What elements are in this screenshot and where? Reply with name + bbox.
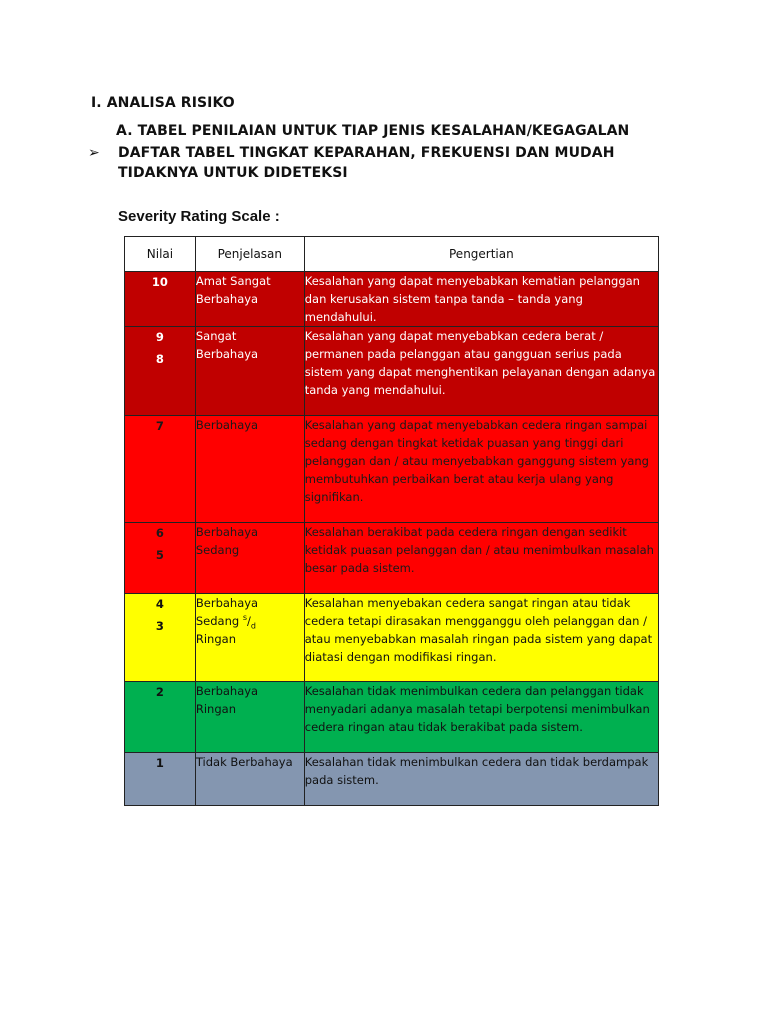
nilai-value: 6: [155, 526, 164, 540]
pengertian-cell: Kesalahan tidak menimbulkan cedera dan tidak berdampak pada sistem.: [304, 753, 658, 806]
header-pengertian: Pengertian: [304, 237, 658, 272]
nilai-value: 10: [151, 275, 168, 289]
penjelasan-line: Berbahaya: [195, 292, 259, 306]
penjelasan-line: Ringan: [195, 632, 236, 646]
nilai-cell: [125, 594, 196, 682]
nilai-cell: [125, 416, 196, 523]
pengertian-cell: Kesalahan yang dapat menyebabkan kematian pelanggan dan kerusakan sistem tanpa tanda – tanda yang mendahului.: [304, 272, 658, 327]
penjelasan-line: Berbahaya: [195, 525, 259, 539]
severity-rating-table: [124, 236, 659, 806]
table-row: [125, 416, 659, 523]
penjelasan-line: Amat Sangat: [195, 274, 271, 288]
penjelasan-word: Sedang: [195, 614, 240, 628]
bullet-arrow-icon: ➢: [88, 145, 100, 161]
pengertian-cell: Kesalahan tidak menimbulkan cedera dan pelanggan tidak menyadari adanya masalah tetapi berpotensi menimbulkan cedera ringan atau tidak berakibat pada sistem.: [304, 682, 658, 753]
bullet-heading-line1: DAFTAR TABEL TINGKAT KEPARAHAN, FREKUENSI DAN MUDAH: [118, 145, 615, 161]
nilai-value: 2: [155, 685, 164, 699]
nilai-cell: [125, 272, 196, 327]
table-row: [125, 682, 659, 753]
penjelasan-line: Tidak Berbahaya: [195, 755, 293, 769]
nilai-cell: [125, 327, 196, 416]
nilai-value: 3: [155, 619, 164, 633]
penjelasan-slash: /: [247, 614, 251, 628]
penjelasan-line: Berbahaya: [195, 418, 259, 432]
nilai-cell: [125, 753, 196, 806]
table-row: [125, 753, 659, 806]
table-row: [125, 594, 659, 682]
subsection-heading: A. TABEL PENILAIAN UNTUK TIAP JENIS KESALAHAN/KEGAGALAN: [116, 123, 630, 139]
table-row: [125, 327, 659, 416]
penjelasan-line: Sangat: [195, 329, 237, 343]
penjelasan-line: Berbahaya: [195, 347, 259, 361]
nilai-value: 4: [155, 597, 164, 611]
nilai-value: 7: [155, 419, 164, 433]
pengertian-cell: Kesalahan yang dapat menyebabkan cedera berat / permanen pada pelanggan atau gangguan serius pada sistem yang dapat menghentikan pelayanan dengan adanya tanda yang mendahului.: [304, 327, 658, 416]
penjelasan-cell: [195, 327, 304, 416]
penjelasan-cell: [195, 523, 304, 594]
table-row: [125, 272, 659, 327]
bullet-heading-line2: TIDAKNYA UNTUK DIDETEKSI: [118, 165, 348, 181]
pengertian-cell: Kesalahan berakibat pada cedera ringan dengan sedikit ketidak puasan pelanggan dan / atau menimbulkan masalah besar pada sistem.: [304, 523, 658, 594]
nilai-cell: [125, 682, 196, 753]
penjelasan-line: Sedang: [195, 543, 240, 557]
penjelasan-line: Berbahaya: [195, 596, 259, 610]
penjelasan-line: Berbahaya: [195, 684, 259, 698]
header-nilai: Nilai: [125, 237, 196, 272]
pengertian-cell: Kesalahan yang dapat menyebabkan cedera ringan sampai sedang dengan tingkat ketidak puasan yang tinggi dari pelanggan dan / atau menyebabkan ganggung sistem yang membutuhkan perbaikan berat atau kerja ulang yang signifikan.: [304, 416, 658, 523]
nilai-cell: [125, 523, 196, 594]
penjelasan-sup: s: [242, 613, 248, 623]
nilai-value: 8: [155, 352, 164, 366]
nilai-value: 1: [155, 756, 164, 770]
penjelasan-cell: [195, 682, 304, 753]
section-heading: I. ANALISA RISIKO: [91, 95, 235, 111]
penjelasan-cell: [195, 594, 304, 682]
table-header-row: [125, 237, 659, 272]
penjelasan-cell: [195, 416, 304, 523]
nilai-value: 9: [155, 330, 164, 344]
header-penjelasan: Penjelasan: [195, 237, 304, 272]
penjelasan-line: [196, 612, 304, 630]
penjelasan-line: Ringan: [195, 702, 236, 716]
severity-scale-title: Severity Rating Scale :: [118, 208, 280, 225]
table-row: [125, 523, 659, 594]
penjelasan-cell: [195, 753, 304, 806]
penjelasan-sub: d: [250, 621, 256, 631]
pengertian-cell: Kesalahan menyebakan cedera sangat ringan atau tidak cedera tetapi dirasakan mengganggu oleh pelanggan dan / atau menyebabkan masalah ringan pada sistem yang dapat diatasi dengan modifikasi ringan.: [304, 594, 658, 682]
penjelasan-cell: [195, 272, 304, 327]
nilai-value: 5: [155, 548, 164, 562]
